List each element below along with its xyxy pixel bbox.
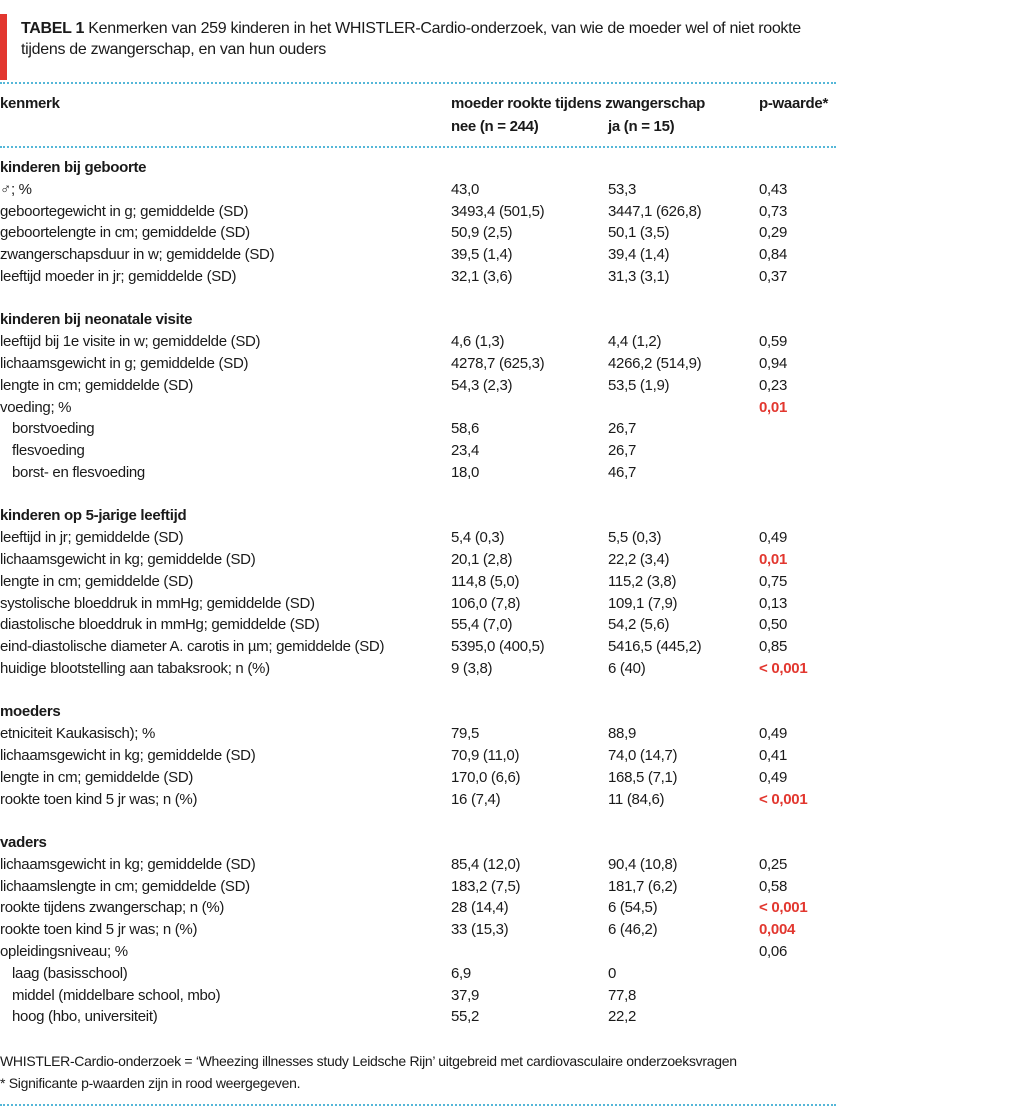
cell-p: 0,49 bbox=[759, 725, 787, 743]
header-group: moeder rookte tijdens zwangerschap bbox=[451, 95, 706, 112]
cell-p: 0,43 bbox=[759, 180, 787, 198]
cell-nee: 18,0 bbox=[451, 464, 479, 481]
row-label: zwangerschapsduur in w; gemiddelde (SD) bbox=[0, 246, 275, 264]
top-divider bbox=[0, 82, 836, 84]
cell-ja: 4266,2 (514,9) bbox=[608, 355, 702, 372]
header-divider bbox=[0, 146, 836, 148]
table-row bbox=[0, 266, 836, 288]
row-label: voeding; % bbox=[0, 398, 72, 416]
cell-nee: 4,6 (1,3) bbox=[451, 333, 505, 351]
table-row bbox=[0, 179, 836, 201]
cell-p-significant: < 0,001 bbox=[759, 660, 808, 677]
cell-ja: 53,3 bbox=[608, 180, 636, 198]
row-label: etniciteit Kaukasisch); % bbox=[0, 725, 156, 743]
cell-ja: 6 (54,5) bbox=[608, 899, 658, 917]
table-row bbox=[0, 549, 836, 571]
cell-p: 0,29 bbox=[759, 224, 787, 242]
cell-p: 0,58 bbox=[759, 877, 787, 895]
row-label: leeftijd bij 1e visite in w; gemiddelde (SD) bbox=[0, 333, 261, 351]
table-row bbox=[0, 919, 836, 941]
cell-nee: 6,9 bbox=[451, 964, 471, 982]
cell-p-significant: < 0,001 bbox=[759, 790, 808, 808]
cell-p: 0,50 bbox=[759, 616, 787, 634]
cell-nee: 5,4 (0,3) bbox=[451, 529, 505, 547]
section-title: moeders bbox=[0, 703, 61, 721]
cell-nee: 4278,7 (625,3) bbox=[451, 355, 545, 372]
row-label: diastolische bloeddruk in mmHg; gemiddelde (SD) bbox=[0, 616, 320, 634]
table-row bbox=[0, 418, 836, 440]
cell-ja: 90,4 (10,8) bbox=[608, 855, 678, 873]
row-label: rookte toen kind 5 jr was; n (%) bbox=[0, 921, 198, 939]
row-label: lichaamslengte in cm; gemiddelde (SD) bbox=[0, 877, 250, 895]
cell-p: 0,75 bbox=[759, 572, 787, 590]
section-heading bbox=[0, 309, 836, 331]
table-row bbox=[0, 222, 836, 244]
cell-p: 0,94 bbox=[759, 355, 787, 372]
cell-p-significant: 0,004 bbox=[759, 921, 796, 939]
header-kenmerk: kenmerk bbox=[0, 95, 60, 112]
table-row bbox=[0, 876, 836, 898]
cell-ja: 6 (40) bbox=[608, 660, 646, 677]
cell-nee: 28 (14,4) bbox=[451, 899, 509, 917]
cell-p: 0,85 bbox=[759, 638, 787, 656]
cell-nee: 55,4 (7,0) bbox=[451, 616, 513, 634]
footnotes bbox=[0, 1050, 900, 1094]
cell-nee: 23,4 bbox=[451, 442, 479, 460]
row-label: lichaamsgewicht in g; gemiddelde (SD) bbox=[0, 355, 249, 372]
cell-ja: 26,7 bbox=[608, 442, 636, 460]
row-label: borst- en flesvoeding bbox=[12, 464, 145, 481]
section-heading bbox=[0, 157, 836, 179]
section-heading bbox=[0, 832, 836, 854]
cell-nee: 37,9 bbox=[451, 986, 479, 1004]
cell-ja: 74,0 (14,7) bbox=[608, 747, 678, 764]
table-row bbox=[0, 397, 836, 419]
cell-nee: 16 (7,4) bbox=[451, 790, 501, 808]
row-label: hoog (hbo, universiteit) bbox=[12, 1008, 158, 1026]
cell-ja: 54,2 (5,6) bbox=[608, 616, 670, 634]
cell-nee: 58,6 bbox=[451, 420, 479, 438]
cell-nee: 54,3 (2,3) bbox=[451, 376, 513, 394]
cell-nee: 106,0 (7,8) bbox=[451, 594, 521, 612]
cell-ja: 26,7 bbox=[608, 420, 636, 438]
row-label: middel (middelbare school, mbo) bbox=[12, 986, 221, 1004]
cell-p-significant: 0,01 bbox=[759, 551, 787, 568]
table-row bbox=[0, 527, 836, 549]
cell-nee: 50,9 (2,5) bbox=[451, 224, 513, 242]
cell-p: 0,73 bbox=[759, 202, 787, 220]
cell-nee: 5395,0 (400,5) bbox=[451, 638, 545, 656]
caption-label: TABEL 1 bbox=[21, 20, 85, 37]
row-label: systolische bloeddruk in mmHg; gemiddelde (SD) bbox=[0, 594, 315, 612]
header-ja: ja (n = 15) bbox=[608, 118, 675, 135]
row-label: geboortegewicht in g; gemiddelde (SD) bbox=[0, 202, 249, 220]
cell-ja: 5,5 (0,3) bbox=[608, 529, 662, 547]
cell-nee: 79,5 bbox=[451, 725, 479, 743]
cell-ja: 88,9 bbox=[608, 725, 636, 743]
cell-nee: 114,8 (5,0) bbox=[451, 572, 520, 590]
row-label: huidige blootstelling aan tabaksrook; n (%) bbox=[0, 660, 270, 677]
table-row bbox=[0, 897, 836, 919]
cell-p: 0,49 bbox=[759, 768, 787, 786]
table-row bbox=[0, 1006, 836, 1028]
header-nee: nee (n = 244) bbox=[451, 118, 539, 135]
cell-nee: 39,5 (1,4) bbox=[451, 246, 513, 264]
cell-p: 0,41 bbox=[759, 747, 787, 764]
cell-ja: 0 bbox=[608, 964, 617, 982]
row-label: lichaamsgewicht in kg; gemiddelde (SD) bbox=[0, 855, 256, 873]
cell-p: 0,84 bbox=[759, 246, 787, 264]
row-label: rookte toen kind 5 jr was; n (%) bbox=[0, 790, 198, 808]
row-label: laag (basisschool) bbox=[12, 964, 128, 982]
row-label: leeftijd in jr; gemiddelde (SD) bbox=[0, 529, 184, 547]
cell-nee: 70,9 (11,0) bbox=[451, 747, 520, 764]
section-heading bbox=[0, 701, 836, 723]
cell-p: 0,13 bbox=[759, 594, 787, 612]
caption-accent-bar bbox=[0, 14, 7, 80]
table-row bbox=[0, 593, 836, 615]
cell-nee: 20,1 (2,8) bbox=[451, 551, 513, 568]
cell-p: 0,37 bbox=[759, 268, 787, 285]
table-row bbox=[0, 985, 836, 1007]
row-label: lichaamsgewicht in kg; gemiddelde (SD) bbox=[0, 747, 256, 764]
cell-nee: 3493,4 (501,5) bbox=[451, 202, 545, 220]
table-row bbox=[0, 767, 836, 789]
row-label: lichaamsgewicht in kg; gemiddelde (SD) bbox=[0, 551, 256, 568]
cell-p: 0,59 bbox=[759, 333, 787, 351]
row-label: eind-diastolische diameter A. carotis in µm; gemiddelde (SD) bbox=[0, 638, 385, 656]
footnote-significance: * Significante p-waarden zijn in rood weergegeven. bbox=[0, 1075, 301, 1091]
cell-nee: 85,4 (12,0) bbox=[451, 855, 521, 873]
table-row bbox=[0, 745, 836, 767]
section-heading bbox=[0, 505, 836, 527]
cell-nee: 9 (3,8) bbox=[451, 660, 493, 677]
cell-ja: 115,2 (3,8) bbox=[608, 572, 677, 590]
cell-p-significant: 0,01 bbox=[759, 398, 787, 416]
cell-ja: 168,5 (7,1) bbox=[608, 768, 678, 786]
table-row bbox=[0, 963, 836, 985]
cell-nee: 32,1 (3,6) bbox=[451, 268, 513, 285]
row-label: borstvoeding bbox=[12, 420, 95, 438]
table-row bbox=[0, 789, 836, 811]
cell-ja: 50,1 (3,5) bbox=[608, 224, 670, 242]
section-title: kinderen bij geboorte bbox=[0, 159, 147, 176]
cell-ja: 3447,1 (626,8) bbox=[608, 202, 702, 220]
table-row bbox=[0, 723, 836, 745]
cell-ja: 46,7 bbox=[608, 464, 636, 481]
row-label: leeftijd moeder in jr; gemiddelde (SD) bbox=[0, 268, 237, 285]
cell-ja: 22,2 bbox=[608, 1008, 636, 1026]
table-row bbox=[0, 571, 836, 593]
table-row bbox=[0, 462, 836, 484]
cell-p: 0,06 bbox=[759, 943, 787, 960]
table-caption bbox=[0, 14, 830, 80]
cell-ja: 4,4 (1,2) bbox=[608, 333, 662, 351]
cell-ja: 39,4 (1,4) bbox=[608, 246, 670, 264]
row-label: rookte tijdens zwangerschap; n (%) bbox=[0, 899, 225, 917]
cell-nee: 170,0 (6,6) bbox=[451, 768, 521, 786]
table-row bbox=[0, 658, 836, 680]
cell-ja: 181,7 (6,2) bbox=[608, 877, 678, 895]
cell-ja: 5416,5 (445,2) bbox=[608, 638, 702, 656]
cell-ja: 53,5 (1,9) bbox=[608, 376, 670, 394]
row-label: lengte in cm; gemiddelde (SD) bbox=[0, 376, 194, 394]
cell-p: 0,23 bbox=[759, 376, 787, 394]
table-row bbox=[0, 614, 836, 636]
cell-ja: 31,3 (3,1) bbox=[608, 268, 670, 285]
bottom-divider bbox=[0, 1104, 836, 1106]
cell-p: 0,25 bbox=[759, 855, 787, 873]
cell-ja: 109,1 (7,9) bbox=[608, 594, 678, 612]
row-label: lengte in cm; gemiddelde (SD) bbox=[0, 768, 194, 786]
cell-ja: 6 (46,2) bbox=[608, 921, 658, 939]
row-label: flesvoeding bbox=[12, 442, 85, 460]
table-row bbox=[0, 244, 836, 266]
cell-ja: 22,2 (3,4) bbox=[608, 551, 670, 568]
table-row bbox=[0, 375, 836, 397]
table-row bbox=[0, 353, 836, 375]
section-title: vaders bbox=[0, 834, 47, 851]
row-label: geboortelengte in cm; gemiddelde (SD) bbox=[0, 224, 250, 242]
table-row bbox=[0, 331, 836, 353]
cell-nee: 55,2 bbox=[451, 1008, 479, 1026]
table-row bbox=[0, 941, 836, 963]
table-row bbox=[0, 854, 836, 876]
caption-body: Kenmerken van 259 kinderen in het WHISTLER-Cardio-onderzoek, van wie de moeder wel of niet rookte tijdens de zwangerschap, en van hun ouders bbox=[21, 20, 801, 58]
cell-nee: 183,2 (7,5) bbox=[451, 877, 521, 895]
row-label: ♂; % bbox=[0, 180, 32, 198]
table-row bbox=[0, 636, 836, 658]
cell-ja: 11 (84,6) bbox=[608, 790, 665, 808]
footnote-whistler: WHISTLER-Cardio-onderzoek = ‘Wheezing illnesses study Leidsche Rijn’ uitgebreid met cardiovasculaire onderzoeksvragen bbox=[0, 1053, 737, 1069]
cell-ja: 77,8 bbox=[608, 986, 636, 1004]
table-row bbox=[0, 201, 836, 223]
cell-nee: 33 (15,3) bbox=[451, 921, 509, 939]
row-label: opleidingsniveau; % bbox=[0, 943, 128, 960]
cell-p: 0,49 bbox=[759, 529, 787, 547]
cell-nee: 43,0 bbox=[451, 180, 479, 198]
cell-p-significant: < 0,001 bbox=[759, 899, 808, 917]
caption-text bbox=[21, 18, 821, 60]
section-title: kinderen op 5-jarige leeftijd bbox=[0, 507, 187, 525]
row-label: lengte in cm; gemiddelde (SD) bbox=[0, 572, 194, 590]
header-p-waarde: p-waarde* bbox=[759, 95, 828, 112]
table-row bbox=[0, 440, 836, 462]
section-title: kinderen bij neonatale visite bbox=[0, 311, 193, 329]
